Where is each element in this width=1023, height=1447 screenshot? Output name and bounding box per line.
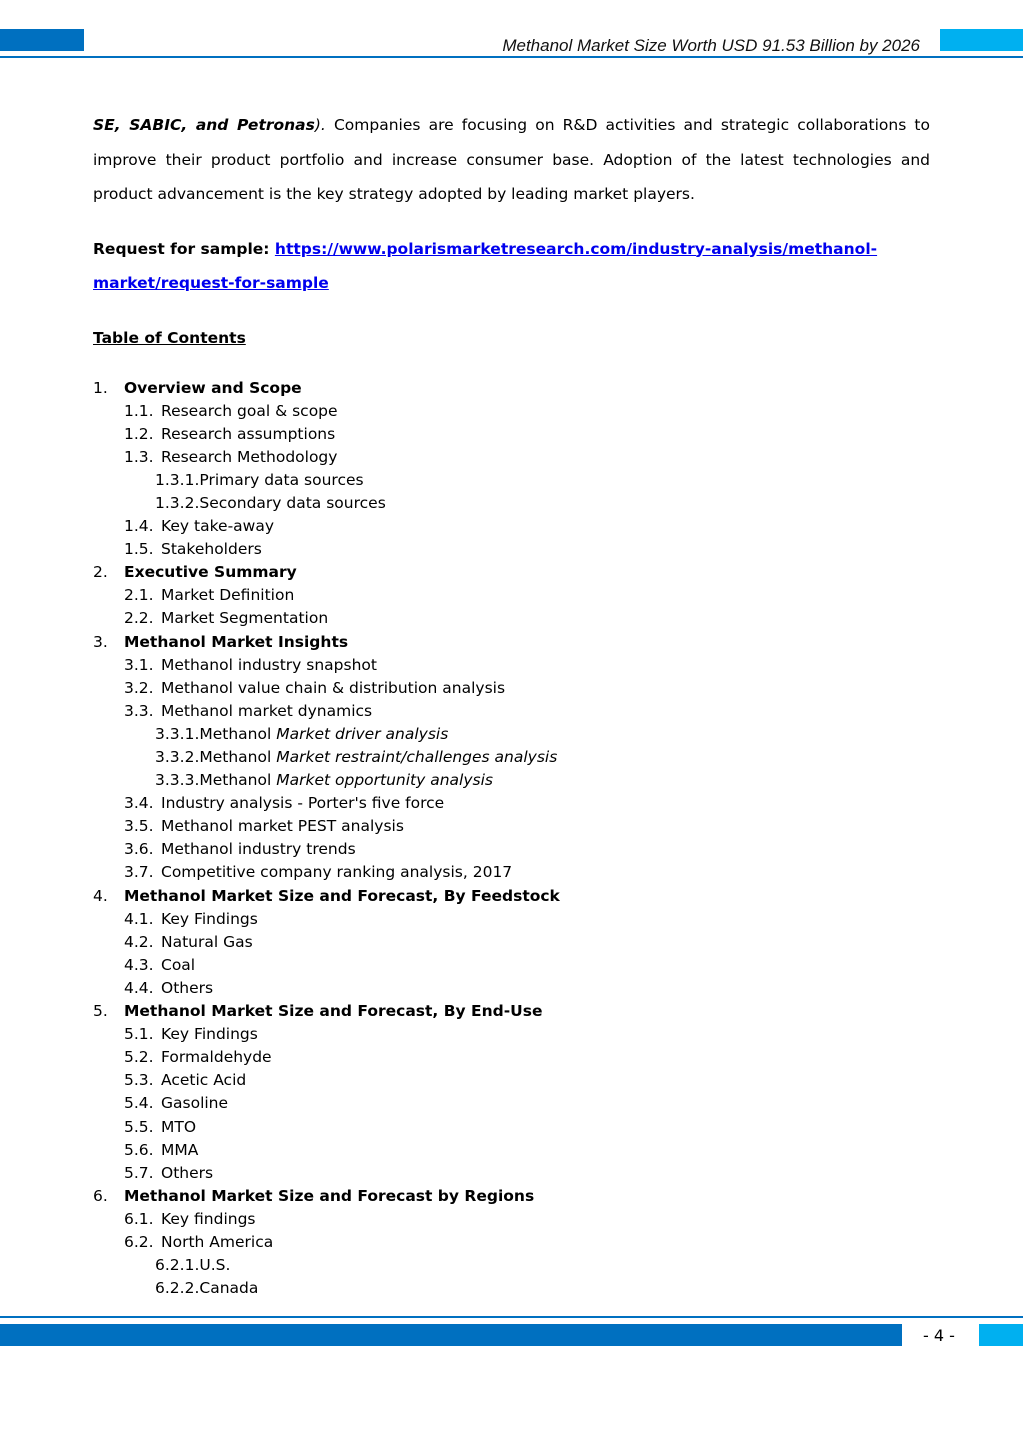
intro-companies: SE, SABIC, and Petronas bbox=[93, 116, 315, 134]
toc-item-text: Methanol bbox=[199, 748, 277, 766]
toc-item-number: 3.7. bbox=[124, 863, 154, 882]
toc-item bbox=[93, 1069, 930, 1092]
toc-item-number: 3.3.1. bbox=[155, 724, 200, 743]
toc-item bbox=[93, 561, 930, 584]
toc-item-text: Formaldehyde bbox=[161, 1048, 272, 1067]
toc-item bbox=[93, 1139, 930, 1162]
toc-item bbox=[93, 700, 930, 723]
toc-item-number: 6.2.1. bbox=[155, 1256, 200, 1275]
toc-item-number: 3.4. bbox=[124, 794, 154, 813]
toc-item bbox=[93, 1254, 930, 1277]
header-rule bbox=[0, 56, 1023, 58]
footer-accent-right bbox=[979, 1324, 1023, 1346]
toc-item-number: 3.5. bbox=[124, 817, 154, 836]
toc-item bbox=[93, 1046, 930, 1069]
toc-item bbox=[93, 861, 930, 884]
header-accent-left bbox=[0, 29, 84, 51]
toc-list bbox=[93, 377, 930, 1301]
toc-item-number: 1.2. bbox=[124, 424, 154, 443]
toc-item-text: Methanol value chain & distribution analysis bbox=[161, 678, 506, 697]
toc-item bbox=[93, 584, 930, 607]
toc-item-text: Executive Summary bbox=[124, 563, 297, 582]
toc-item bbox=[93, 377, 930, 400]
toc-item-number: 3.3. bbox=[124, 701, 154, 720]
toc-item-number: 2.1. bbox=[124, 586, 154, 605]
toc-item bbox=[93, 838, 930, 861]
toc-item-number: 1.3. bbox=[124, 447, 154, 466]
toc-item-number: 1.5. bbox=[124, 540, 154, 559]
toc-item-text: MTO bbox=[161, 1117, 197, 1136]
toc-item-number: 1.4. bbox=[124, 517, 154, 536]
toc-item-text: Methanol Market Size and Forecast, By End-Use bbox=[124, 1002, 543, 1021]
toc-item-text: Key Findings bbox=[161, 909, 258, 928]
header-accent-right bbox=[940, 29, 1023, 51]
toc-item bbox=[93, 1092, 930, 1115]
toc-item-number: 2. bbox=[93, 563, 108, 582]
toc-item bbox=[93, 1277, 930, 1300]
toc-item-number: 5.4. bbox=[124, 1094, 154, 1113]
toc-item-italic-text: Market restraint/challenges analysis bbox=[276, 748, 558, 766]
toc-item bbox=[93, 723, 930, 746]
toc-item-text: U.S. bbox=[199, 1256, 231, 1275]
toc-item-text: Canada bbox=[199, 1279, 259, 1298]
toc-item-italic-text: Market driver analysis bbox=[276, 724, 449, 743]
toc-item bbox=[93, 446, 930, 469]
toc-item bbox=[93, 607, 930, 630]
toc-item bbox=[93, 1116, 930, 1139]
toc-item-number: 6.2. bbox=[124, 1232, 154, 1251]
toc-item-text: Methanol Market Insights bbox=[124, 632, 349, 651]
toc-item-text: Methanol market PEST analysis bbox=[161, 817, 404, 836]
toc-item-number: 1.1. bbox=[124, 401, 154, 420]
toc-item-text: Overview and Scope bbox=[124, 378, 302, 397]
toc-item-text: Industry analysis - Porter's five force bbox=[161, 794, 445, 813]
toc-item-number: 3.6. bbox=[124, 840, 154, 859]
toc-item-number: 5.1. bbox=[124, 1025, 154, 1044]
toc-item-number: 6. bbox=[93, 1186, 108, 1205]
toc-item bbox=[93, 746, 930, 769]
toc-item bbox=[93, 423, 930, 446]
toc-item bbox=[93, 677, 930, 700]
toc-item-text: Methanol Market Size and Forecast, By Feedstock bbox=[124, 886, 560, 905]
toc-item-text: Key take-away bbox=[161, 517, 275, 536]
toc-item-number: 5.3. bbox=[124, 1071, 154, 1090]
toc-item-number: 4.4. bbox=[124, 978, 154, 997]
toc-item-number: 6.2.2. bbox=[155, 1279, 200, 1298]
toc-item-text: Methanol industry snapshot bbox=[161, 655, 377, 674]
toc-item-text: Natural Gas bbox=[161, 932, 253, 951]
intro-text: Companies are focusing on R&D activities and strategic collaborations to improve their product portfolio and increase consumer base. Adoption of the latest technologies and product advancement is the key strategy adopted by leading market players. bbox=[93, 116, 930, 203]
toc-item-text: Methanol bbox=[199, 724, 277, 743]
toc-item-text: Others bbox=[161, 1163, 214, 1182]
toc-item-text: Methanol industry trends bbox=[161, 840, 356, 859]
toc-item-text: Competitive company ranking analysis, 2017 bbox=[161, 863, 513, 882]
toc-item-text: Others bbox=[161, 978, 214, 997]
toc-item-number: 4.3. bbox=[124, 955, 154, 974]
sample-label: Request for sample: bbox=[93, 239, 275, 258]
toc-item-text: Stakeholders bbox=[161, 540, 262, 559]
toc-item-text: Market Definition bbox=[161, 586, 295, 605]
toc-item-text: Key Findings bbox=[161, 1025, 258, 1044]
toc-item-text: Market Segmentation bbox=[161, 609, 329, 628]
toc-item-number: 5.6. bbox=[124, 1140, 154, 1159]
toc-item bbox=[93, 954, 930, 977]
toc-item bbox=[93, 769, 930, 792]
toc-item bbox=[93, 1185, 930, 1208]
toc-item bbox=[93, 538, 930, 561]
header-title: Methanol Market Size Worth USD 91.53 Billion by 2026 bbox=[502, 36, 920, 55]
toc-item-number: 3. bbox=[93, 632, 108, 651]
toc-item-number: 1.3.2. bbox=[155, 493, 200, 512]
toc-item bbox=[93, 792, 930, 815]
toc-item-text: Secondary data sources bbox=[199, 493, 386, 512]
toc-item bbox=[93, 1231, 930, 1254]
toc-item-text: Research Methodology bbox=[161, 447, 338, 466]
toc-item-text: Acetic Acid bbox=[161, 1071, 247, 1090]
toc-item-text: Primary data sources bbox=[199, 470, 364, 489]
toc-item-text: Methanol Market Size and Forecast by Regions bbox=[124, 1186, 535, 1205]
page-content bbox=[93, 108, 930, 1300]
toc-item-text: North America bbox=[161, 1232, 274, 1251]
toc-item bbox=[93, 931, 930, 954]
toc-item bbox=[93, 1162, 930, 1185]
toc-item-number: 3.3.3. bbox=[155, 771, 200, 790]
toc-item-number: 1.3.1. bbox=[155, 470, 200, 489]
toc-item-number: 5.2. bbox=[124, 1048, 154, 1067]
footer-accent-left bbox=[0, 1324, 902, 1346]
toc-item bbox=[93, 1208, 930, 1231]
toc-item bbox=[93, 815, 930, 838]
toc-item bbox=[93, 977, 930, 1000]
footer-rule bbox=[0, 1316, 1023, 1318]
page-number: - 4 - bbox=[923, 1326, 955, 1345]
toc-item-text: Methanol bbox=[199, 771, 277, 790]
toc-item bbox=[93, 469, 930, 492]
intro-close-paren: ). bbox=[314, 116, 326, 134]
toc-item bbox=[93, 631, 930, 654]
toc-item bbox=[93, 492, 930, 515]
toc-item-text: MMA bbox=[161, 1140, 199, 1159]
toc-title: Table of Contents bbox=[93, 328, 246, 347]
toc-item bbox=[93, 515, 930, 538]
toc-item bbox=[93, 1023, 930, 1046]
toc-item-number: 5.5. bbox=[124, 1117, 154, 1136]
toc-item-text: Research goal & scope bbox=[161, 401, 338, 420]
toc-item-number: 1. bbox=[93, 378, 108, 397]
toc-item-text: Research assumptions bbox=[161, 424, 336, 443]
toc-item-number: 3.2. bbox=[124, 678, 154, 697]
toc-item bbox=[93, 654, 930, 677]
toc-item-text: Coal bbox=[161, 955, 196, 974]
toc-item-number: 5.7. bbox=[124, 1163, 154, 1182]
toc-item-number: 4.2. bbox=[124, 932, 154, 951]
toc-item bbox=[93, 1000, 930, 1023]
toc-item-number: 3.3.2. bbox=[155, 748, 200, 766]
toc-item-number: 4.1. bbox=[124, 909, 154, 928]
toc-item-text: Methanol market dynamics bbox=[161, 701, 373, 720]
toc-item bbox=[93, 400, 930, 423]
sample-link[interactable]: https://www.polarismarketresearch.com/industry-analysis/methanol-market/request-for-sample bbox=[93, 239, 878, 292]
toc-item-number: 3.1. bbox=[124, 655, 154, 674]
toc-item-number: 4. bbox=[93, 886, 108, 905]
toc-item-italic-text: Market opportunity analysis bbox=[276, 771, 493, 790]
toc-item-number: 6.1. bbox=[124, 1209, 154, 1228]
toc-item bbox=[93, 908, 930, 931]
toc-item-text: Gasoline bbox=[161, 1094, 229, 1113]
sample-request bbox=[93, 232, 930, 301]
toc-item-number: 2.2. bbox=[124, 609, 154, 628]
toc-item-number: 5. bbox=[93, 1002, 108, 1021]
toc-item bbox=[93, 885, 930, 908]
toc-item-text: Key findings bbox=[161, 1209, 256, 1228]
intro-paragraph bbox=[93, 108, 930, 212]
